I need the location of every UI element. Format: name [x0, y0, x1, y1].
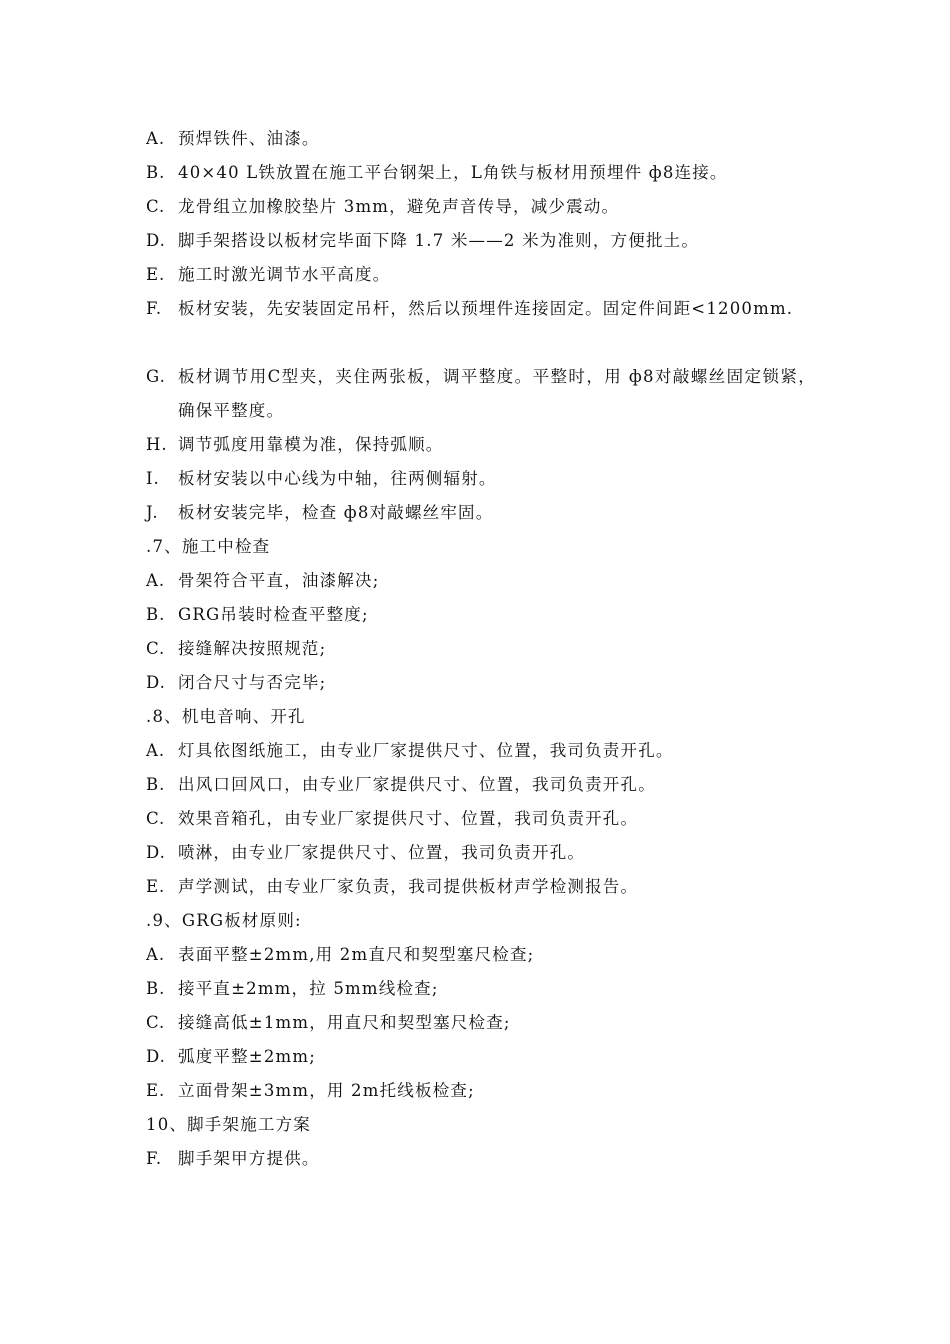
list-text: GRG吊装时检查平整度; — [178, 605, 369, 624]
list-item — [146, 564, 816, 598]
list-text: 40×40 L铁放置在施工平台钢架上，L角铁与板材用预埋件 ф8连接。 — [178, 163, 728, 182]
list-marker: A. — [146, 129, 166, 148]
list-text: 骨架符合平直，油漆解决; — [178, 571, 380, 590]
list-item — [146, 734, 816, 768]
list-text: 板材安装完毕，检查 ф8对敲螺丝牢固。 — [178, 503, 494, 522]
list-marker: B. — [146, 605, 166, 624]
list-item — [146, 496, 816, 530]
list-marker: D. — [146, 231, 166, 250]
list-item — [146, 156, 816, 190]
list-text: 闭合尺寸与否完毕; — [178, 673, 327, 692]
list-item — [146, 190, 816, 224]
list-text: 板材调节用C型夹，夹住两张板，调平整度。平整时，用 ф8对敲螺丝固定锁紧，确保平整度。 — [178, 367, 816, 420]
list-text: 出风口回风口，由专业厂家提供尺寸、位置，我司负责开孔。 — [178, 775, 656, 794]
list-item — [146, 802, 816, 836]
list-item — [146, 224, 816, 258]
list-item — [146, 1006, 816, 1040]
list-text: 接缝高低±1mm，用直尺和契型塞尺检查; — [178, 1013, 511, 1032]
list-marker: E. — [146, 265, 166, 284]
list-marker: D. — [146, 1047, 166, 1066]
list-text: 声学测试，由专业厂家负责，我司提供板材声学检测报告。 — [178, 877, 639, 896]
list-item — [146, 258, 816, 292]
list-text: 脚手架甲方提供。 — [178, 1149, 320, 1168]
list-marker: C. — [146, 809, 166, 828]
list-text: 龙骨组立加橡胶垫片 3mm，避免声音传导，减少震动。 — [178, 197, 620, 216]
list-marker: H. — [146, 435, 168, 454]
section-heading-text: .9、GRG板材原则: — [146, 911, 302, 930]
list-marker: F. — [146, 1149, 163, 1168]
section-heading-text: 10、脚手架施工方案 — [146, 1115, 311, 1134]
list-marker: B. — [146, 775, 166, 794]
list-marker: C. — [146, 639, 166, 658]
list-text: 接缝解决按照规范; — [178, 639, 327, 658]
list-item — [146, 1040, 816, 1074]
list-marker: J. — [146, 503, 159, 522]
list-marker: I. — [146, 469, 160, 488]
list-item — [146, 122, 816, 156]
list-item — [146, 632, 816, 666]
list-marker: A. — [146, 945, 166, 964]
list-item — [146, 836, 816, 870]
list-marker: A. — [146, 741, 166, 760]
list-item — [146, 1142, 816, 1176]
list-text: 喷淋，由专业厂家提供尺寸、位置，我司负责开孔。 — [178, 843, 586, 862]
list-text: 脚手架搭设以板材完毕面下降 1.7 米——2 米为准则，方便批土。 — [178, 231, 700, 250]
list-marker: C. — [146, 197, 166, 216]
section-heading — [146, 1108, 816, 1142]
list-item — [146, 768, 816, 802]
list-marker: B. — [146, 163, 166, 182]
list-text: 接平直±2mm，拉 5mm线检查; — [178, 979, 439, 998]
list-text: 立面骨架±3mm，用 2m托线板检查; — [178, 1081, 475, 1100]
list-marker: A. — [146, 571, 166, 590]
list-item — [146, 462, 816, 496]
section-heading — [146, 530, 816, 564]
list-marker: E. — [146, 877, 166, 896]
list-item — [146, 870, 816, 904]
list-item — [146, 666, 816, 700]
list-text: 板材安装，先安装固定吊杆，然后以预埋件连接固定。固定件间距<1200mm. — [178, 299, 794, 318]
list-item — [146, 938, 816, 972]
list-item — [146, 292, 816, 360]
list-marker: B. — [146, 979, 166, 998]
section-heading-text: .8、机电音响、开孔 — [146, 707, 306, 726]
list-marker: G. — [146, 367, 166, 386]
list-text: 效果音箱孔，由专业厂家提供尺寸、位置，我司负责开孔。 — [178, 809, 639, 828]
list-text: 弧度平整±2mm; — [178, 1047, 316, 1066]
list-item — [146, 1074, 816, 1108]
list-item — [146, 360, 816, 428]
list-marker: E. — [146, 1081, 166, 1100]
list-text: 预焊铁件、油漆。 — [178, 129, 320, 148]
document-body — [146, 122, 816, 1176]
list-item — [146, 598, 816, 632]
list-item — [146, 428, 816, 462]
list-text: 施工时激光调节水平高度。 — [178, 265, 391, 284]
list-text: 灯具依图纸施工，由专业厂家提供尺寸、位置，我司负责开孔。 — [178, 741, 674, 760]
list-text: 表面平整±2mm,用 2m直尺和契型塞尺检查; — [178, 945, 535, 964]
list-marker: F. — [146, 299, 163, 318]
list-marker: D. — [146, 673, 166, 692]
section-heading — [146, 700, 816, 734]
section-heading-text: .7、施工中检查 — [146, 537, 271, 556]
list-text: 板材安装以中心线为中轴，往两侧辐射。 — [178, 469, 497, 488]
list-item — [146, 972, 816, 1006]
section-heading — [146, 904, 816, 938]
list-marker: D. — [146, 843, 166, 862]
list-text: 调节弧度用靠模为准，保持弧顺。 — [178, 435, 444, 454]
list-marker: C. — [146, 1013, 166, 1032]
